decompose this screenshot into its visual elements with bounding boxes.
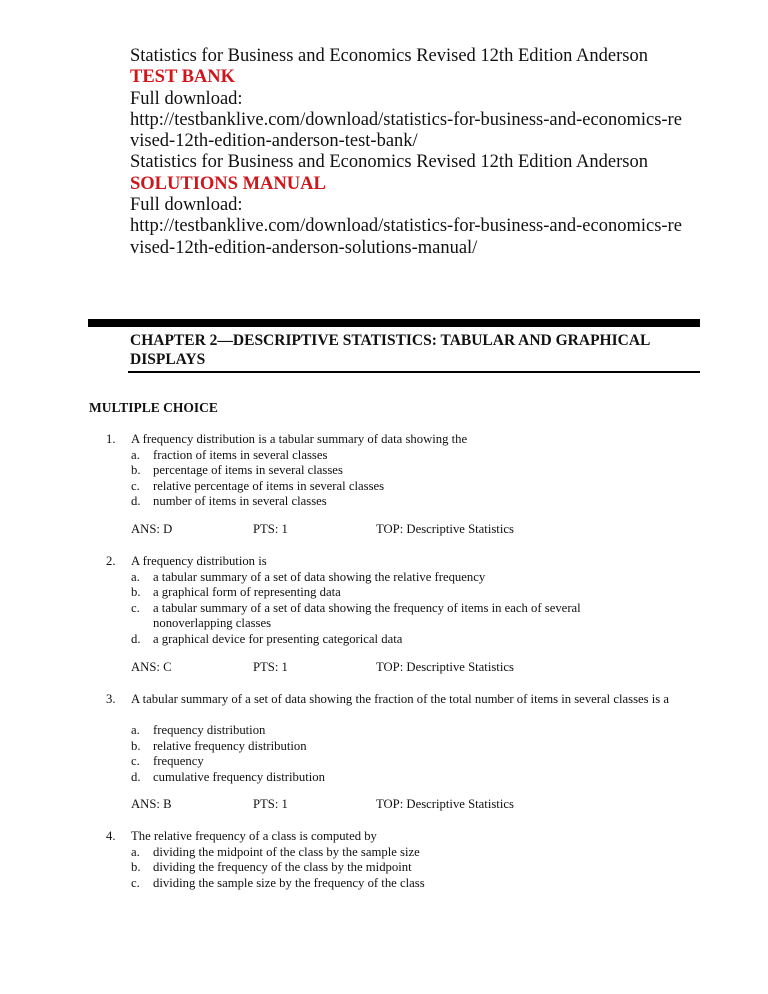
points: PTS: 1 [253, 660, 288, 674]
option-a: a. a tabular summary of a set of data showing the relative frequency [131, 569, 486, 584]
question-number: 3. [106, 692, 116, 706]
answer: ANS: C [131, 660, 172, 674]
option-list [131, 723, 711, 785]
chapter-bottom-rule [128, 371, 700, 373]
answer: ANS: B [131, 797, 172, 811]
option-a: a. dividing the midpoint of the class by the sample size [131, 844, 420, 859]
full-download-label-2: Full download: [130, 195, 243, 216]
section-heading: MULTIPLE CHOICE [89, 400, 218, 415]
chapter-top-rule [88, 319, 700, 327]
points: PTS: 1 [253, 797, 288, 811]
chapter-title-line1: CHAPTER 2—DESCRIPTIVE STATISTICS: TABULAR AND GRAPHICAL [130, 332, 651, 349]
document-header [130, 46, 730, 259]
answer: ANS: D [131, 522, 173, 536]
test-bank-label: TEST BANK [130, 67, 236, 88]
topic: TOP: Descriptive Statistics [376, 522, 514, 536]
full-download-label: Full download: [130, 88, 243, 109]
chapter-title [130, 331, 700, 369]
option-d: d. a graphical device for presenting categorical data [131, 631, 403, 646]
solutions-manual-label: SOLUTIONS MANUAL [130, 173, 326, 194]
option-c: c. a tabular summary of a set of data showing the frequency of items in each of several nonoverlapping classes [131, 600, 581, 631]
question-stem: A tabular summary of a set of data showing the fraction of the total number of items in several classes is a [131, 692, 670, 706]
points: PTS: 1 [253, 522, 288, 536]
option-d: d. number of items in several classes [131, 494, 327, 509]
option-d: d. cumulative frequency distribution [131, 769, 325, 784]
option-list [131, 448, 711, 510]
topic: TOP: Descriptive Statistics [376, 660, 514, 674]
topic: TOP: Descriptive Statistics [376, 797, 514, 811]
question-number: 2. [106, 554, 116, 568]
question-stem: A frequency distribution is a tabular summary of data showing the [131, 432, 468, 446]
option-c: c. frequency [131, 754, 204, 769]
book-title-line-2: Statistics for Business and Economics Revised 12th Edition Anderson [130, 152, 648, 173]
question-stem: A frequency distribution is [131, 554, 267, 568]
option-b: b. dividing the frequency of the class by the midpoint [131, 860, 412, 875]
option-a: a. fraction of items in several classes [131, 447, 328, 462]
question-number: 1. [106, 432, 116, 446]
solutions-url-part2[interactable]: vised-12th-edition-anderson-solutions-manual/ [130, 237, 478, 258]
option-b: b. a graphical form of representing data [131, 585, 341, 600]
option-c: c. dividing the sample size by the frequency of the class [131, 875, 425, 890]
option-b: b. relative frequency distribution [131, 738, 307, 753]
option-c: c. relative percentage of items in several classes [131, 478, 385, 493]
option-list [131, 570, 711, 648]
question-stem: The relative frequency of a class is computed by [131, 829, 377, 843]
option-list [131, 845, 711, 892]
option-b: b. percentage of items in several classes [131, 463, 343, 478]
test-bank-url-part2[interactable]: vised-12th-edition-anderson-test-bank/ [130, 131, 418, 152]
test-bank-url-part1[interactable]: http://testbanklive.com/download/statistics-for-business-and-economics-re [130, 109, 682, 130]
book-title-line: Statistics for Business and Economics Revised 12th Edition Anderson [130, 46, 648, 66]
question-number: 4. [106, 829, 116, 843]
chapter-title-line2: DISPLAYS [130, 351, 206, 368]
option-a: a. frequency distribution [131, 723, 266, 738]
solutions-url-part1[interactable]: http://testbanklive.com/download/statistics-for-business-and-economics-re [130, 216, 682, 237]
